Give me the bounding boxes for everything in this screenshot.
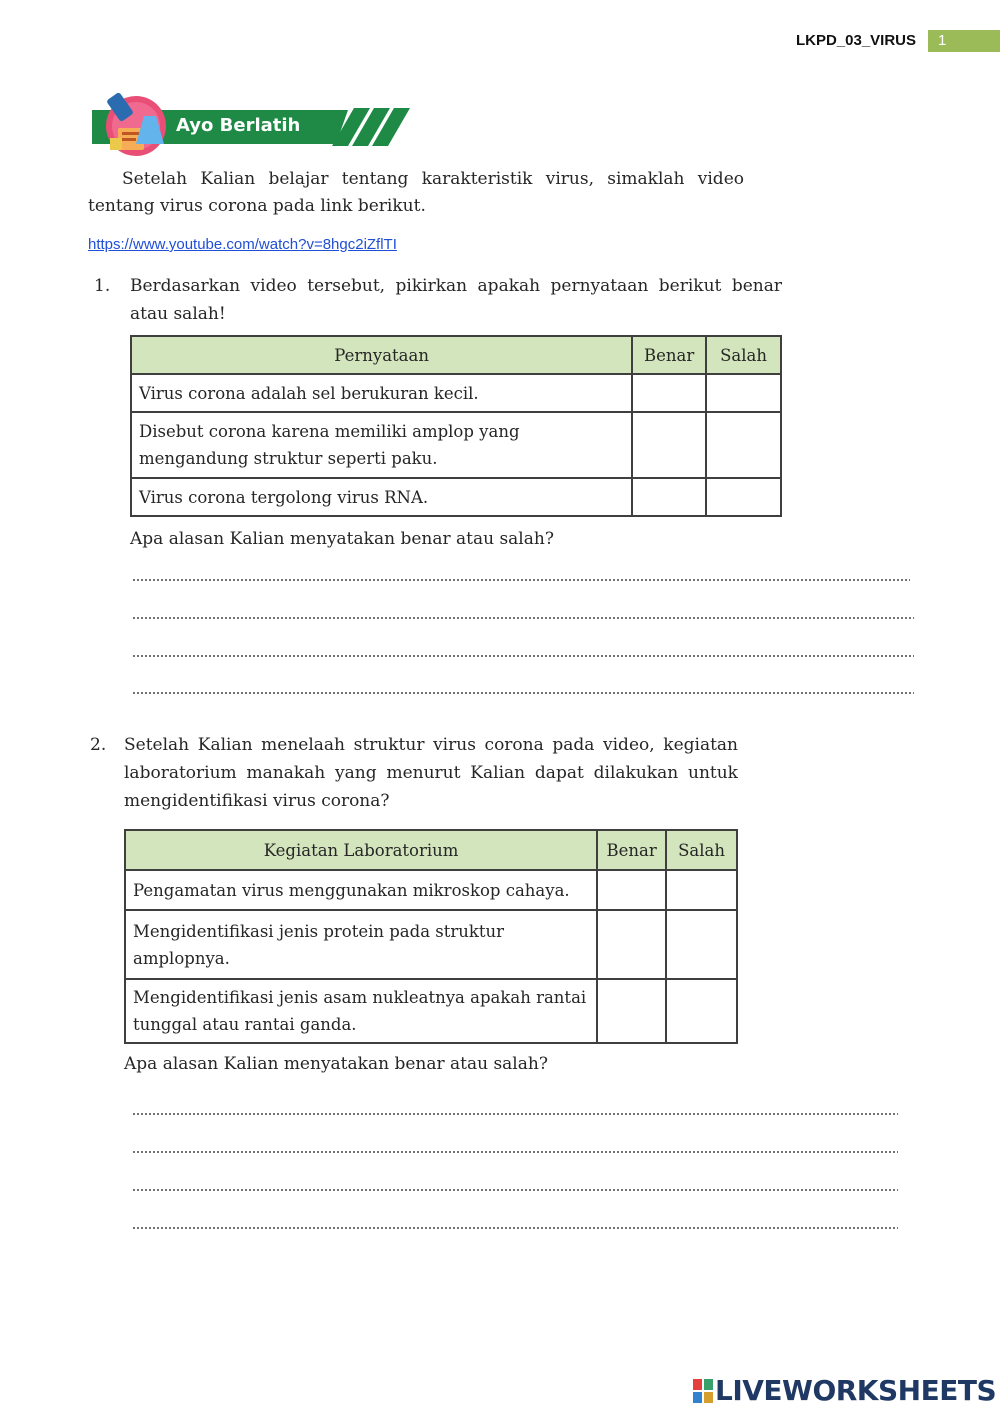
activity-cell: Mengidentifikasi jenis asam nukleatnya apakah rantai tunggal atau rantai ganda. (125, 979, 597, 1043)
activity-cell: Mengidentifikasi jenis protein pada struktur amplopnya. (125, 910, 597, 979)
answer-false-cell[interactable] (666, 870, 737, 910)
table-row (125, 910, 737, 979)
question-1-text: Berdasarkan video tersebut, pikirkan apakah pernyataan berikut benar atau salah! (130, 276, 782, 324)
liveworksheets-logo (693, 1374, 996, 1407)
answer-false-cell[interactable] (706, 374, 781, 412)
answer-true-cell[interactable] (597, 910, 666, 979)
answer-line[interactable] (132, 1151, 898, 1153)
document-code: LKPD_03_VIRUS (795, 32, 916, 49)
table-row (131, 412, 781, 478)
banner-title: Ayo Berlatih (176, 115, 301, 136)
column-header-true: Benar (632, 336, 706, 374)
answer-line[interactable] (132, 1113, 898, 1115)
statement-cell: Disebut corona karena memiliki amplop yang mengandung struktur seperti paku. (131, 412, 632, 478)
table-row (125, 870, 737, 910)
statement-cell: Virus corona tergolong virus RNA. (131, 478, 632, 516)
statement-cell: Virus corona adalah sel berukuran kecil. (131, 374, 632, 412)
answer-line[interactable] (132, 1189, 898, 1191)
liveworksheets-icon (693, 1379, 713, 1403)
video-link[interactable]: https://www.youtube.com/watch?v=8hgc2iZflTI (88, 236, 397, 253)
activity-cell: Pengamatan virus menggunakan mikroskop cahaya. (125, 870, 597, 910)
table-header-row (131, 336, 781, 374)
answer-true-cell[interactable] (632, 478, 706, 516)
answer-false-cell[interactable] (666, 979, 737, 1043)
answer-true-cell[interactable] (597, 979, 666, 1043)
answer-true-cell[interactable] (632, 412, 706, 478)
science-tools-icon (106, 92, 166, 156)
answer-true-cell[interactable] (597, 870, 666, 910)
question-1-reason-prompt: Apa alasan Kalian menyatakan benar atau salah? (130, 529, 554, 549)
answer-line[interactable] (132, 579, 910, 581)
column-header-true: Benar (597, 830, 666, 870)
column-header-statement: Pernyataan (131, 336, 632, 374)
answer-true-cell[interactable] (632, 374, 706, 412)
liveworksheets-wordmark: LIVEWORKSHEETS (715, 1374, 997, 1407)
answer-false-cell[interactable] (706, 478, 781, 516)
column-header-activity: Kegiatan Laboratorium (125, 830, 597, 870)
answer-line[interactable] (132, 692, 914, 694)
column-header-false: Salah (706, 336, 781, 374)
table-row (125, 979, 737, 1043)
intro-paragraph: Setelah Kalian belajar tentang karakteristik virus, simaklah video tentang virus corona pada link berikut. (88, 169, 744, 216)
table-row (131, 374, 781, 412)
question-2-text: Setelah Kalian menelaah struktur virus corona pada video, kegiatan laboratorium manakah yang menurut Kalian dapat dilakukan untuk mengidentifikasi virus corona? (124, 735, 738, 811)
question-1-number: 1. (94, 276, 111, 296)
column-header-false: Salah (666, 830, 737, 870)
answer-line[interactable] (132, 1227, 898, 1229)
answer-false-cell[interactable] (666, 910, 737, 979)
table-header-row (125, 830, 737, 870)
question-2-number: 2. (90, 735, 107, 755)
answer-false-cell[interactable] (706, 412, 781, 478)
statement-table (130, 335, 782, 517)
answer-line[interactable] (132, 617, 914, 619)
question-2-reason-prompt: Apa alasan Kalian menyatakan benar atau salah? (124, 1054, 548, 1074)
table-row (131, 478, 781, 516)
lab-activity-table (124, 829, 738, 1044)
answer-line[interactable] (132, 655, 914, 657)
page-number-badge: 1 (928, 30, 1000, 52)
